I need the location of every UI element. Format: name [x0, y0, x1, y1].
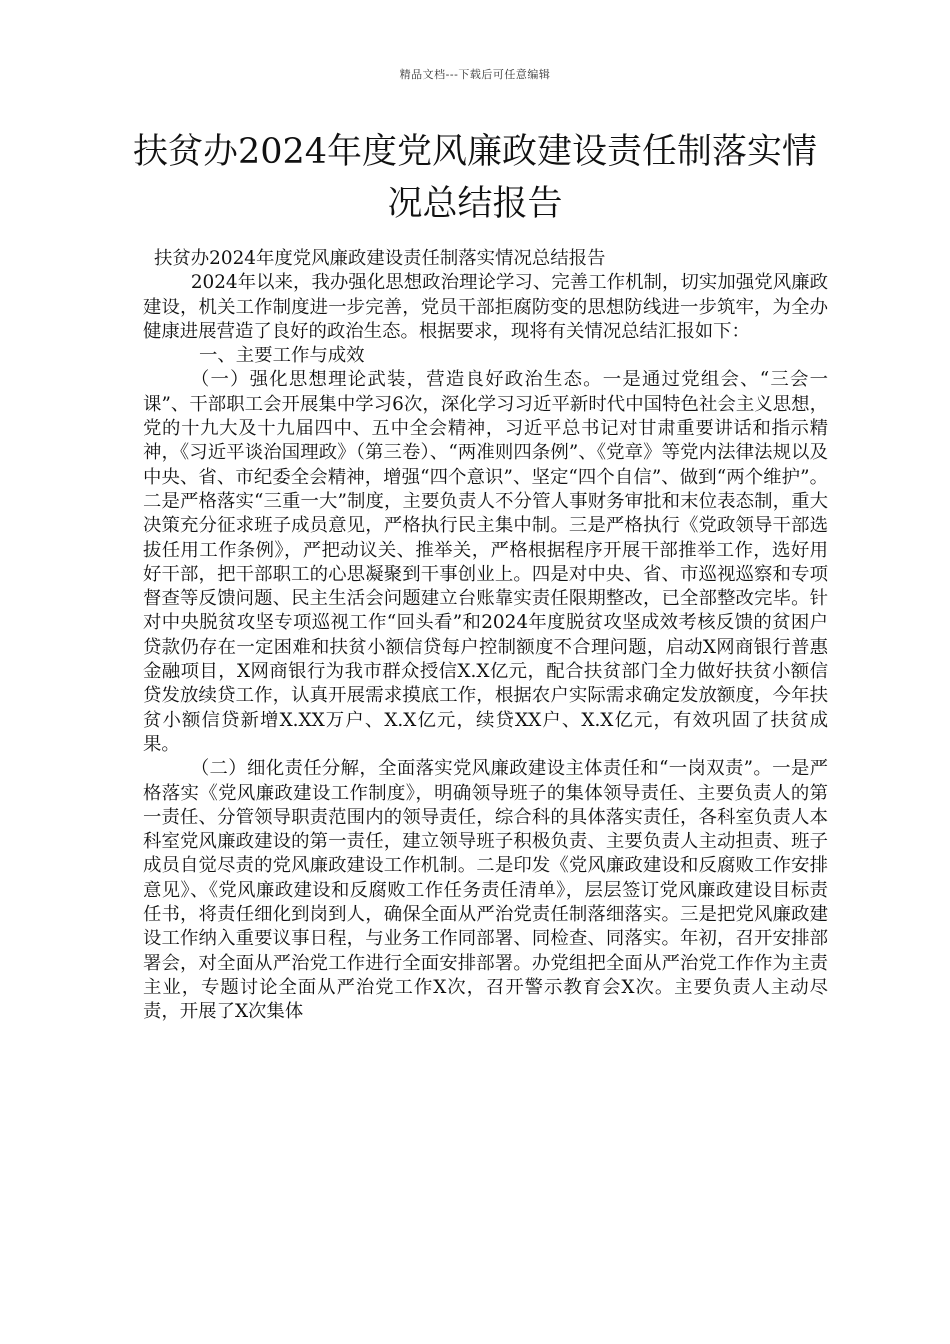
- paragraph-intro: 2024年以来，我办强化思想政治理论学习、完善工作机制，切实加强党风廉政建设，机关工作制度进一步完善，党员干部拒腐防变的思想防线进一步筑牢，为全办健康进展营造了良好的政治生态。根据要求，现将有关情况总结汇报如下：: [143, 272, 828, 342]
- paragraph-section-2: （二）细化责任分解，全面落实党风廉政建设主体责任和“一岗双责”。一是严格落实《党风廉政建设工作制度》，明确领导班子的集体领导责任、主要负责人的第一责任、分管领导职责范围内的领导责任，综合科的具体落实责任，各科室负责人本科室党风廉政建设的第一责任，建立领导班子积极负责、主要负责人主动担责、班子成员自觉尽责的党风廉政建设工作机制。二是印发《党风廉政建设和反腐败工作安排意见》、《党风廉政建设和反腐败工作任务责任清单》，层层签订党风廉政建设目标责任书，将责任细化到岗到人，确保全面从严治党责任制落细落实。三是把党风廉政建设工作纳入重要议事日程，与业务工作同部署、同检查、同落实。年初，召开安排部署会，对全面从严治党工作进行全面安排部署。办党组把全面从严治党工作作为主责主业，专题讨论全面从严治党工作X次，召开警示教育会X次。主要负责人主动尽责，开展了X次集体: [143, 758, 828, 1023]
- section-heading-1: 一、主要工作与成效: [199, 345, 365, 367]
- document-subtitle: 扶贫办2024年度党风廉政建设责任制落实情况总结报告: [154, 248, 606, 269]
- document-body: [143, 247, 828, 1025]
- paragraph-section-1: （一）强化思想理论武装，营造良好政治生态。一是通过党组会、“三会一课”、干部职工会开展集中学习6次，深化学习习近平新时代中国特色社会主义思想，党的十九大及十九届四中、五中全会精神，习近平总书记对甘肃重要讲话和指示精神，《习近平谈治国理政》（第三卷）、“两准则四条例”、《党章》等党内法律法规以及中央、省、市纪委全会精神，增强“四个意识”、坚定“四个自信”、做到“两个维护”。二是严格落实“三重一大”制度，主要负责人不分管人事财务审批和末位表态制，重大决策充分征求班子成员意见，严格执行民主集中制。三是严格执行《党政领导干部选拔任用工作条例》，严把动议关、推举关，严格根据程序开展干部推举工作，选好用好干部，把干部职工的心思凝聚到干事创业上。四是对中央、省、市巡视巡察和专项督查等反馈问题、民主生活会问题建立台账靠实责任限期整改，已全部整改完毕。针对中央脱贫攻坚专项巡视工作“回头看”和2024年度脱贫攻坚成效考核反馈的贫困户贷款仍存在一定困难和扶贫小额信贷每户控制额度不合理问题，启动X网商银行普惠金融项目，X网商银行为我市群众授信X.X亿元，配合扶贫部门全力做好扶贫小额信贷发放续贷工作，认真开展需求摸底工作，根据农户实际需求确定发放额度，今年扶贫小额信贷新增X.XX万户、X.X亿元，续贷XX户、X.X亿元，有效巩固了扶贫成果。: [143, 369, 828, 755]
- header-note: 精品文档---下载后可任意编辑: [399, 68, 551, 81]
- document-title: 扶贫办2024年度党风廉政建设责任制落实情况总结报告: [132, 132, 818, 224]
